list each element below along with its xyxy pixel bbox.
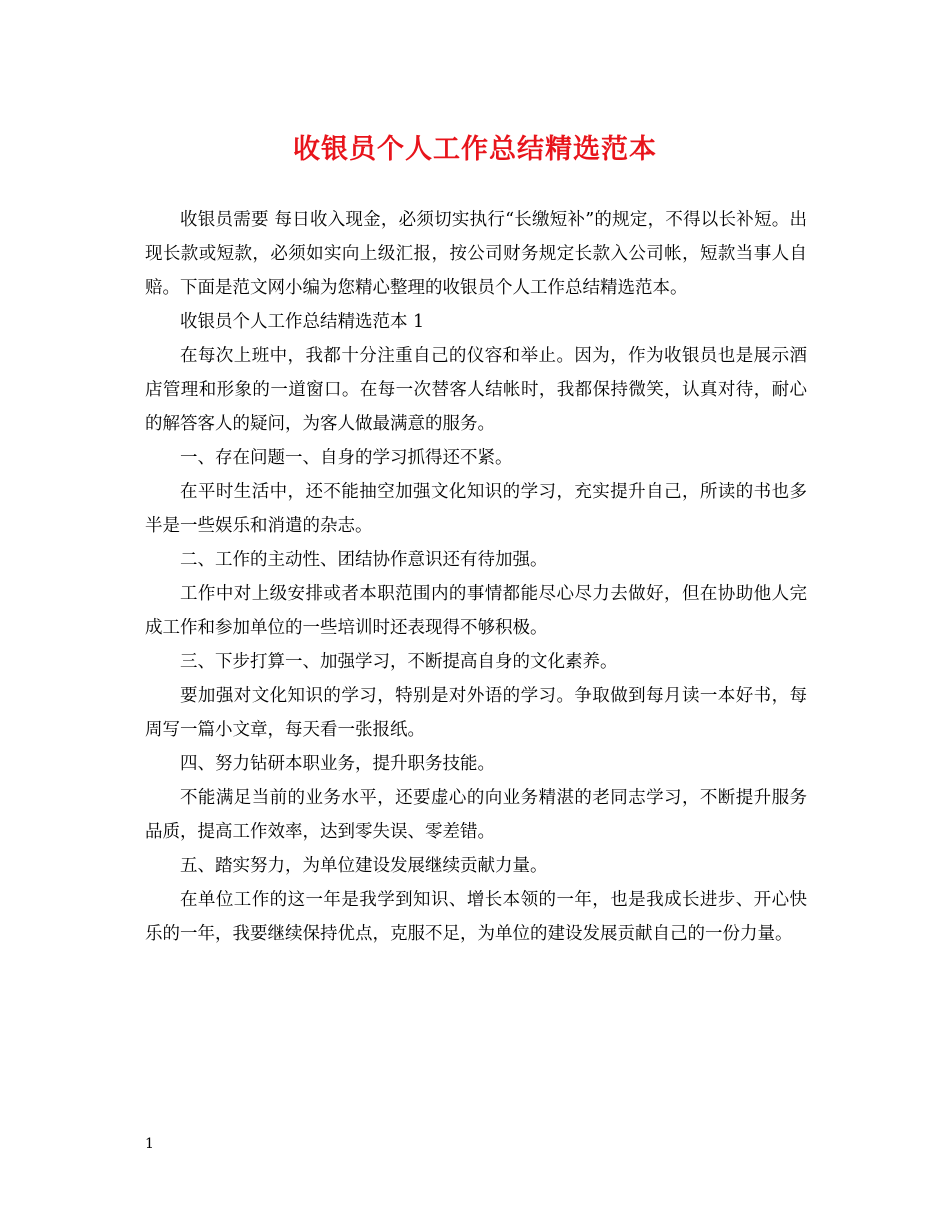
document-title: 收银员个人工作总结精选范本 bbox=[293, 134, 657, 165]
paragraph-teamwork: 工作中对上级安排或者本职范围内的事情都能尽心尽力去做好，但在协助他人完成工作和参加单位的一些培训时还表现得不够积极。 bbox=[145, 584, 807, 638]
paragraph-heading-3: 三、下步打算一、加强学习，不断提高自身的文化素养。 bbox=[180, 652, 618, 672]
paragraph-service: 在每次上班中，我都十分注重自己的仪容和举止。因为，作为收银员也是展示酒店管理和形象的一道窗口。在每一次替客人结帐时，我都保持微笑，认真对待，耐心的解答客人的疑问，为客人做最满意的服务。 bbox=[145, 346, 807, 434]
paragraph-conclusion: 在单位工作的这一年是我学到知识、增长本领的一年，也是我成长进步、开心快乐的一年，我要继续保持优点，克服不足，为单位的建设发展贡献自己的一份力量。 bbox=[145, 890, 807, 944]
page-number: 1 bbox=[145, 1136, 154, 1152]
paragraph-sample-heading: 收银员个人工作总结精选范本 1 bbox=[180, 312, 425, 332]
paragraph-intro: 收银员需要 每日收入现金，必须切实执行“长缴短补”的规定，不得以长补短。出现长款或短款，必须如实向上级汇报，按公司财务规定长款入公司帐，短款当事人自赔。下面是范文网小编为您精心整理的收银员个人工作总结精选范本。 bbox=[145, 210, 807, 298]
document-body bbox=[145, 203, 807, 951]
paragraph-heading-2: 二、工作的主动性、团结协作意识还有待加强。 bbox=[180, 550, 548, 570]
paragraph-study: 在平时生活中，还不能抽空加强文化知识的学习，充实提升自己，所读的书也多半是一些娱乐和消遣的杂志。 bbox=[145, 482, 807, 536]
paragraph-heading-4: 四、努力钻研本职业务，提升职务技能。 bbox=[180, 754, 495, 774]
paragraph-learning-plan: 要加强对文化知识的学习，特别是对外语的学习。争取做到每月读一本好书，每周写一篇小文章，每天看一张报纸。 bbox=[145, 686, 807, 740]
paragraph-heading-5: 五、踏实努力，为单位建设发展继续贡献力量。 bbox=[180, 856, 548, 876]
paragraph-heading-1: 一、存在问题一、自身的学习抓得还不紧。 bbox=[180, 448, 513, 468]
paragraph-skills: 不能满足当前的业务水平，还要虚心的向业务精湛的老同志学习，不断提升服务品质，提高工作效率，达到零失误、零差错。 bbox=[145, 788, 807, 842]
